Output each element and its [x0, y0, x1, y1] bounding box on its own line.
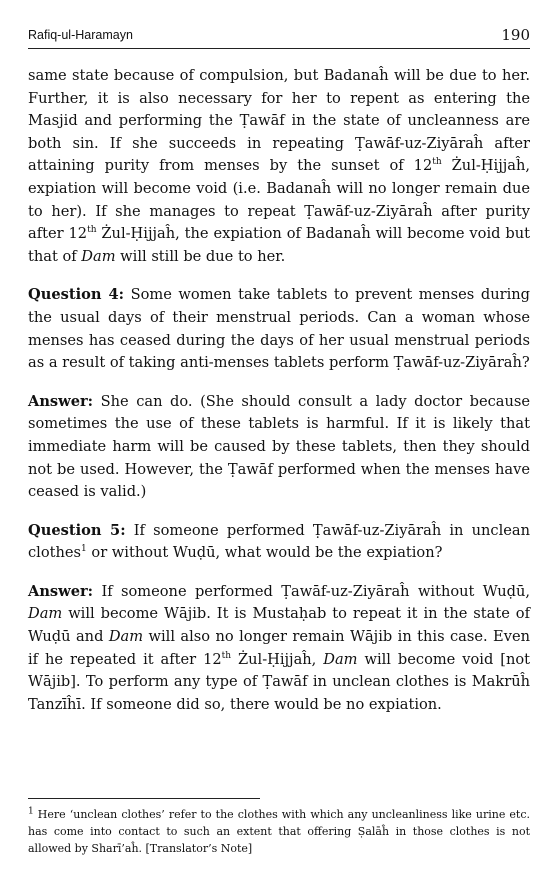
question-4 [28, 284, 530, 374]
footnote-divider [28, 798, 260, 799]
bold-label: Question 4: [28, 286, 125, 304]
question-5 [28, 520, 530, 565]
text-run: Some women take tablets to prevent menses during the usual days of their menstrual periods. Can a woman whose menses has ceased during the days of her usual menstrual periods as a result of taking anti-menses tablets perform Ṭawāf-uz-Ziyāraĥ? [28, 286, 530, 372]
footnote [28, 806, 530, 857]
bold-label: Question 5: [28, 521, 126, 539]
text-run: She can do. (She should consult a lady doctor because sometimes the use of these tablets is harmful. If it is likely that immediate harm will be caused by these tablets, then they should not be used. However, the Ṭawāf performed when the menses have ceased is valid.) [28, 392, 530, 501]
text-run: Here ‘unclean clothes’ refer to the clothes with which any uncleanliness like urine etc. has come into contact to such an extent that offering Ṣalāĥ in those clothes is not allowed by Sharī’aĥ. [Translator’s Note] [28, 808, 530, 855]
page-number: 190 [501, 26, 530, 44]
answer-4 [28, 391, 530, 504]
text-run: will still be due to her. [115, 247, 286, 265]
text-run: Żul-Ḥijjaĥ, expiation will become void (i.e. Badanaĥ will no longer remain due to her). If she manages to repeat Ṭawāf-uz-Ziyāraĥ after purity after 12 [28, 157, 530, 243]
superscript: 1 [28, 806, 34, 817]
text-run: If someone performed Ṭawāf-uz-Ziyāraĥ in unclean clothes [28, 521, 530, 562]
answer-5 [28, 581, 530, 717]
italic-term: Dam [28, 605, 63, 623]
text-run: Żul-Ḥijjaĥ, [231, 650, 324, 668]
bold-label: Answer: [28, 582, 94, 600]
running-header [28, 22, 530, 49]
text-run: will also no longer remain Wājib in this case. Even if he repeated it after 12 [28, 628, 530, 668]
text-run: will become void [not Wājib]. To perform any type of Ṭawāf in unclean clothes is Makrūĥ Tanzīĥī. If someone did so, there would be no expiation. [28, 650, 530, 713]
italic-term: Dam [108, 628, 144, 646]
superscript: 1 [81, 544, 87, 555]
superscript: th [87, 225, 97, 236]
italic-term: Dam [81, 247, 116, 265]
superscript: th [432, 157, 442, 168]
text-run: Żul-Ḥijjaĥ, the expiation of Badanaĥ will become void but that of [28, 225, 530, 265]
superscript: th [221, 650, 232, 661]
text-run: If someone performed Ṭawāf-uz-Ziyāraĥ without Wuḍū, [93, 582, 530, 600]
paragraph-continuation [28, 65, 530, 268]
book-title: Rafiq-ul-Haramayn [28, 28, 133, 42]
bold-label: Answer: [28, 392, 94, 410]
text-run: or without Wuḍū, what would be the expiation? [86, 544, 443, 562]
text-run: same state because of compulsion, but Badanaĥ will be due to her. Further, it is also necessary for her to repent as entering the Masjid and performing the Ṭawāf in the state of uncleanness are both sin. If she succeeds in repeating Ṭawāf-uz-Ziyāraĥ after attaining purity from menses by the sunset of 12 [28, 67, 530, 175]
italic-term: Dam [323, 650, 358, 668]
text-run: will become Wājib. It is Mustaḥab to repeat it in the state of Wuḍū and [28, 605, 530, 646]
main-text [28, 65, 530, 732]
